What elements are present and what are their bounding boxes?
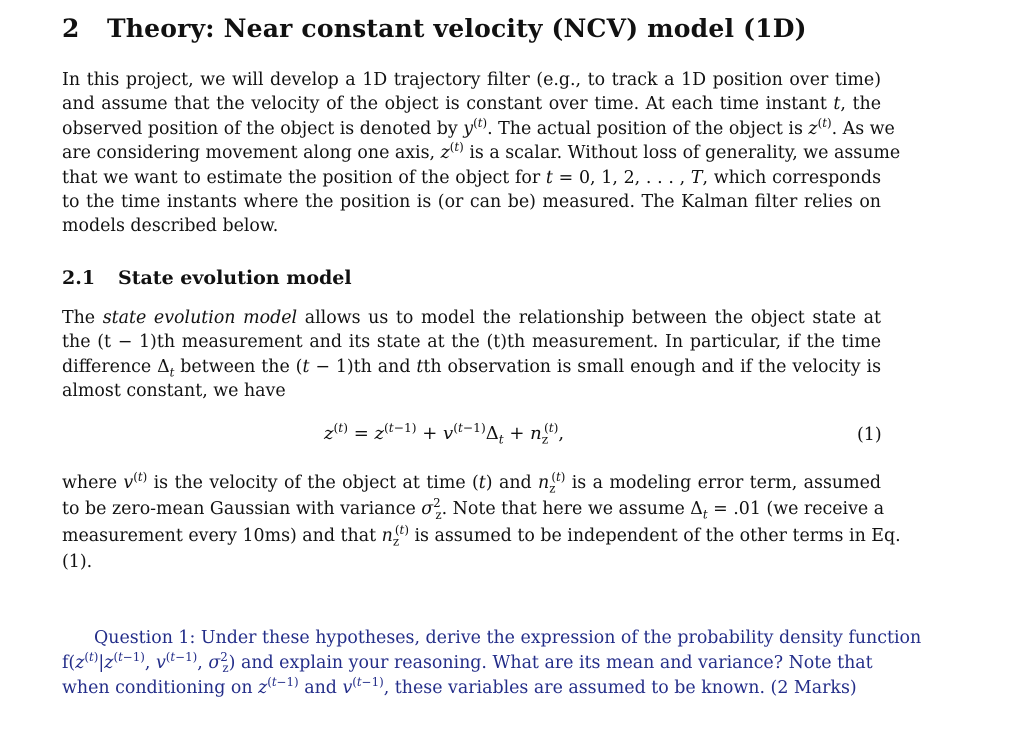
subsection-title bbox=[62, 267, 352, 289]
intro-line-6: to the time instants where the position is (or can be) measured. The Kalman filter relies on bbox=[62, 192, 881, 213]
question-line-2: $f(z^{(t)}|z^{(t-1)}$, $v^{(t-1)}$, $\sigma^2_z$) and explain your reasoning. What are its mean and variance? Note that bbox=[62, 650, 873, 676]
after-line-3: measurement every 10ms) and that $n_z^{(t)}$ is assumed to be independent of the other terms in Eq. bbox=[62, 523, 901, 549]
intro-line-1: In this project, we will develop a 1D trajectory filter (e.g., to track a 1D position over time) bbox=[62, 70, 881, 90]
after-line-4: (1). bbox=[62, 552, 93, 573]
state-line-1b: allows us to model the relationship between the object state at bbox=[304, 308, 881, 328]
intro-line-2: and assume that the velocity of the object is constant over time. At each time instant t, the bbox=[62, 94, 881, 115]
state-paragraph bbox=[62, 306, 881, 404]
equation-1: $z^{(t)} = z^{(t-1)} + v^{(t-1)}\Delta_t + n_z^{(t)}$, bbox=[324, 421, 565, 447]
after-equation-paragraph bbox=[62, 470, 901, 576]
question-1 bbox=[62, 626, 922, 701]
section-title-text: Theory: Near constant velocity (NCV) model (1D) bbox=[107, 14, 807, 43]
intro-line-7: models described below. bbox=[62, 216, 279, 237]
intro-line-3: observed position of the object is denoted by $y^{(t)}$. The actual position of the object is $z^{(t)}$. As we bbox=[62, 116, 895, 139]
state-line-4: almost constant, we have bbox=[62, 381, 286, 402]
intro-line-4: are considering movement along one axis, $z^{(t)}$ is a scalar. Without loss of generality, we assume bbox=[62, 140, 901, 164]
question-line-1: Question 1: Under these hypotheses, derive the expression of the probability density function bbox=[94, 628, 922, 648]
subsection-number: 2.1 bbox=[62, 267, 96, 289]
section-number: 2 bbox=[62, 14, 80, 43]
state-line-2: the (t − 1)th measurement and its state at the (t)th measurement. In particular, if the time bbox=[62, 332, 881, 353]
subsection-title-text: State evolution model bbox=[118, 267, 352, 289]
equation-number: (1) bbox=[857, 425, 882, 445]
after-line-1: where $v^{(t)}$ is the velocity of the object at time (t) and $n_z^{(t)}$ is a modeling error term, assumed bbox=[62, 470, 882, 496]
intro-line-5: that we want to estimate the position of the object for t = 0, 1, 2, . . . , T, which corresponds bbox=[62, 167, 881, 188]
after-line-2: to be zero-mean Gaussian with variance $\sigma^2_z$. Note that here we assume $\Delta_t = .01$ (we receive a bbox=[62, 496, 885, 522]
intro-paragraph bbox=[62, 68, 901, 239]
section-title bbox=[62, 14, 807, 43]
state-line-3: difference $\Delta_t$ between the (t − 1)th and tth observation is small enough and if the velocity is bbox=[62, 356, 881, 380]
state-line-1a: The bbox=[62, 308, 96, 328]
state-line-1 bbox=[62, 306, 881, 330]
state-evolution-term: state evolution model bbox=[102, 308, 298, 328]
question-line-3: when conditioning on $z^{(t-1)}$ and $v^{(t-1)}$, these variables are assumed to be known. (2 Marks) bbox=[62, 675, 857, 698]
